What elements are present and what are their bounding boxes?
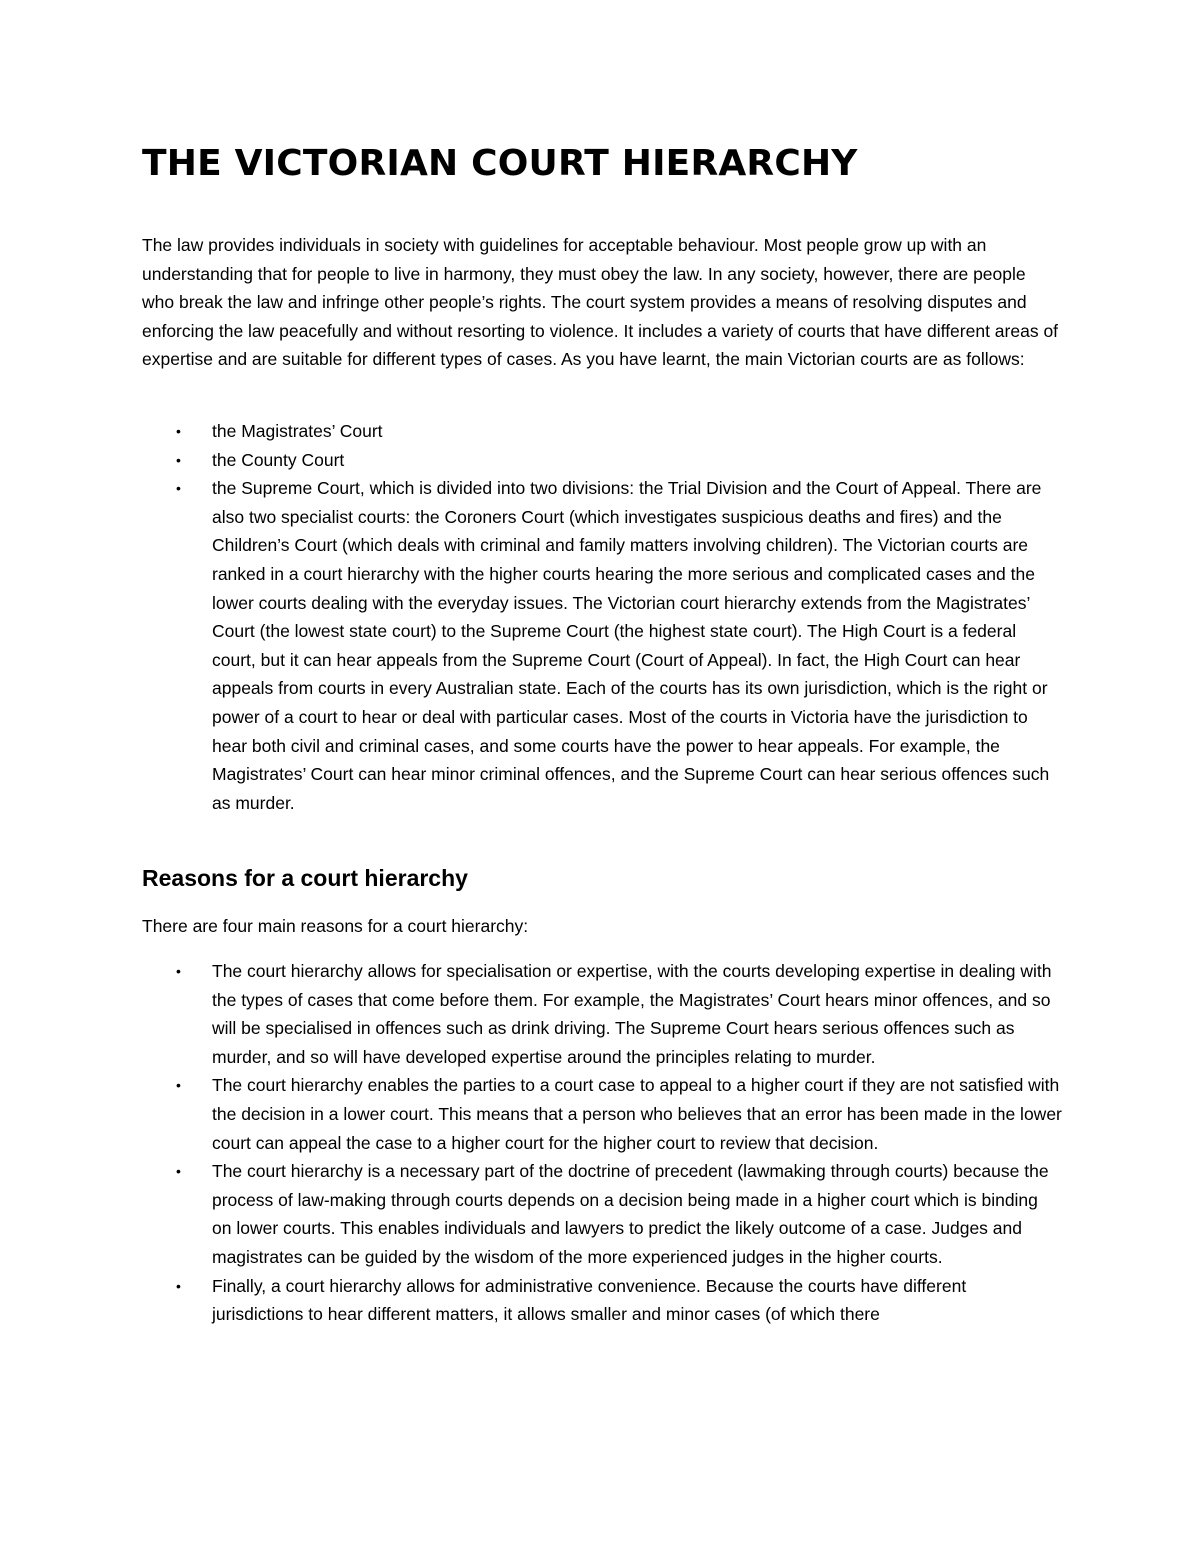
- page-title: THE VICTORIAN COURT HIERARCHY: [142, 143, 858, 184]
- list-item: [142, 474, 1062, 817]
- list-item: [142, 1157, 1062, 1271]
- intro-paragraph: The law provides individuals in society with guidelines for acceptable behaviour. Most people grow up with an understanding that for people to live in harmony, they must obey the law. In any society, however, there are people who break the law and infringe other people’s rights. The court system provides a means of resolving disputes and enforcing the law peacefully and without resorting to violence. It includes a variety of courts that have different areas of expertise and are suitable for different types of cases. As you have learnt, the main Victorian courts are as follows:: [142, 235, 1059, 370]
- bullet-icon: •: [176, 451, 181, 468]
- list-item-text: The court hierarchy is a necessary part of the doctrine of precedent (lawmaking through courts) because the process of law-making through courts depends on a decision being made in a higher court which is binding on lower courts. This enables individuals and lawyers to predict the likely outcome of a case. Judges and magistrates can be guided by the wisdom of the more experienced judges in the higher courts.: [212, 1161, 1049, 1267]
- list-item: [142, 1272, 1062, 1329]
- bullet-icon: •: [176, 1077, 181, 1094]
- list-item-text: the Magistrates’ Court: [212, 421, 383, 441]
- list-item-text: The court hierarchy enables the parties to a court case to appeal to a higher court if they are not satisfied with the decision in a lower court. This means that a person who believes that an error has been made in the lower court can appeal the case to a higher court for the higher court to review that decision.: [212, 1075, 1062, 1153]
- list-item: [142, 1071, 1062, 1157]
- bullet-icon: •: [176, 963, 181, 979]
- bullet-icon: •: [176, 1163, 181, 1180]
- list-item-text: the County Court: [212, 449, 345, 470]
- bullet-icon: •: [176, 480, 181, 497]
- courts-list: [142, 417, 1062, 817]
- list-item-text: Finally, a court hierarchy allows for administrative convenience. Because the courts have different jurisdictions to hear different matters, it allows smaller and minor cases (of which there: [212, 1275, 967, 1325]
- reasons-list: [142, 957, 1062, 1329]
- list-item: [142, 957, 1062, 1071]
- section-lead: There are four main reasons for a court hierarchy:: [142, 916, 529, 936]
- list-item: [142, 446, 1062, 475]
- bullet-icon: •: [176, 1277, 181, 1294]
- section-heading: Reasons for a court hierarchy: [142, 865, 468, 891]
- list-item-text: The court hierarchy allows for specialisation or expertise, with the courts developing expertise in dealing with the types of cases that come before them. For example, the Magistrates’ Court hears minor offences, and so will be specialised in offences such as drink driving. The Supreme Court hears serious offences such as murder, and so will have developed expertise around the principles relating to murder.: [212, 961, 1052, 1067]
- bullet-icon: •: [176, 423, 181, 439]
- list-item: [142, 417, 1062, 446]
- list-item-text: the Supreme Court, which is divided into two divisions: the Trial Division and the Court of Appeal. There are also two specialist courts: the Coroners Court (which investigates suspicious deaths and fires) and the Children’s Court (which deals with criminal and family matters involving children). The Victorian courts are ranked in a court hierarchy with the higher courts hearing the more serious and complicated cases and the lower courts dealing with the everyday issues. The Victorian court hierarchy extends from the Magistrates’ Court (the lowest state court) to the Supreme Court (the highest state court). The High Court is a federal court, but it can hear appeals from the Supreme Court (Court of Appeal). In fact, the High Court can hear appeals from courts in every Australian state. Each of the courts has its own jurisdiction, which is the right or power of a court to hear or deal with particular cases. Most of the courts in Victoria have the jurisdiction to hear both civil and criminal cases, and some courts have the power to hear appeals. For example, the Magistrates’ Court can hear minor criminal offences, and the Supreme Court can hear serious offences such as murder.: [212, 478, 1050, 813]
